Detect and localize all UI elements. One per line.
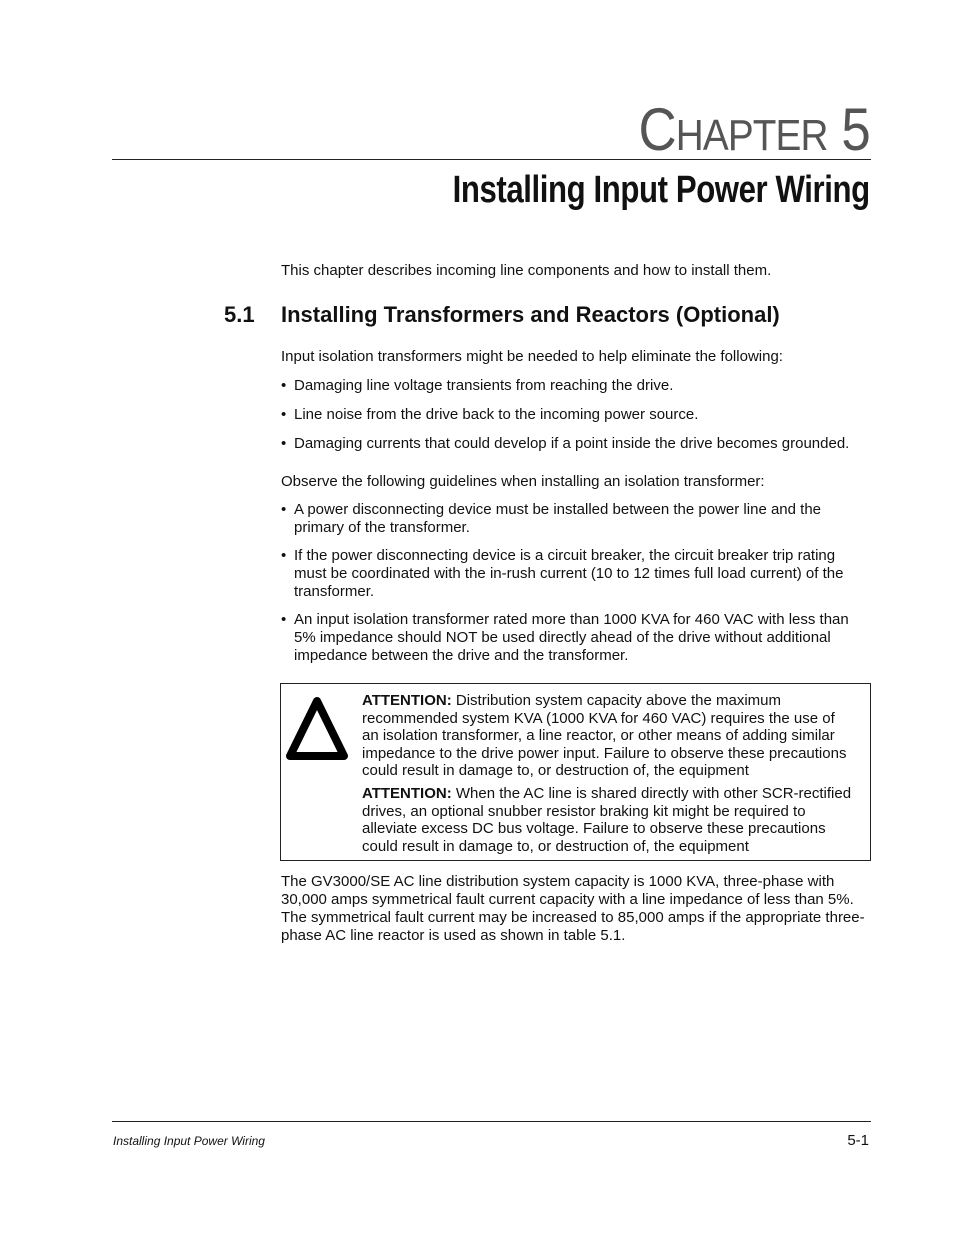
bullet-icon: • <box>281 435 287 452</box>
list-item-text: Line noise from the drive back to the incoming power source. <box>294 406 699 423</box>
intro-paragraph: This chapter describes incoming line components and how to install them. <box>281 262 772 279</box>
list-item-text: Damaging line voltage transients from reaching the drive. <box>294 377 674 394</box>
section-number: 5.1 <box>224 302 255 327</box>
list-item <box>281 501 871 537</box>
attention-text: When the AC line is shared directly with other SCR-rectified drives, an optional snubber resistor braking kit might be required to alleviate excess DC bus voltage. Failure to observe these precautions could result in damage to, or destruction of, the equipment <box>362 785 852 855</box>
closing-paragraph: The GV3000/SE AC line distribution system capacity is 1000 KVA, three-phase with 30,000 amps symmetrical fault current capacity with a line impedance of less than 5%. The symmetrical fault current may be increased to 85,000 amps if the appropriate three-phase AC line reactor is used as shown in table 5.1. <box>281 873 865 944</box>
lead-paragraph-2: Observe the following guidelines when installing an isolation transformer: <box>281 473 765 490</box>
chapter-title: Installing Input Power Wiring <box>452 169 870 211</box>
bullet-list-2 <box>281 501 871 675</box>
section-heading <box>224 301 780 329</box>
chapter-divider <box>112 159 871 160</box>
list-item-text: An input isolation transformer rated more than 1000 KVA for 460 VAC with less than 5% impedance should NOT be used directly ahead of the drive without additional impedance between the drive and the transformer. <box>294 611 849 664</box>
footer-title: Installing Input Power Wiring <box>113 1134 265 1148</box>
attention-box <box>280 683 871 861</box>
attention-label: ATTENTION: <box>362 785 452 802</box>
bullet-icon: • <box>281 547 287 564</box>
list-item <box>281 406 871 424</box>
footer-divider <box>112 1121 871 1122</box>
list-item-text: Damaging currents that could develop if a point inside the drive becomes grounded. <box>294 435 850 452</box>
bullet-icon: • <box>281 501 287 518</box>
attention-text: Distribution system capacity above the maximum recommended system KVA (1000 KVA for 460 VAC) requires the use of an isolation transformer, a line reactor, or other means of adding similar impedance to the drive power input. Failure to observe these precautions could result in damage to, or destruction of, the equipment <box>362 692 847 779</box>
chapter-label-rest: HAPTER <box>675 111 828 160</box>
chapter-label-initial: C <box>638 96 676 163</box>
list-item-text: A power disconnecting device must be installed between the power line and the primary of the transformer. <box>294 501 821 536</box>
bullet-icon: • <box>281 406 287 423</box>
attention-label: ATTENTION: <box>362 692 452 709</box>
list-item <box>281 611 871 665</box>
warning-triangle-icon <box>285 692 349 762</box>
list-item-text: If the power disconnecting device is a circuit breaker, the circuit breaker trip rating must be coordinated with the in-rush current (10 to 12 times full load current) of the transformer. <box>294 547 844 600</box>
chapter-number: 5 <box>841 96 870 163</box>
bullet-icon: • <box>281 377 287 394</box>
bullet-list-1 <box>281 377 871 464</box>
lead-paragraph-1: Input isolation transformers might be needed to help eliminate the following: <box>281 348 783 365</box>
page-number: 5-1 <box>847 1132 869 1149</box>
list-item <box>281 435 871 453</box>
attention-note-2 <box>362 785 854 855</box>
list-item <box>281 377 871 395</box>
list-item <box>281 547 871 601</box>
bullet-icon: • <box>281 611 287 628</box>
section-title: Installing Transformers and Reactors (Optional) <box>281 302 780 327</box>
attention-note-1 <box>362 692 854 780</box>
